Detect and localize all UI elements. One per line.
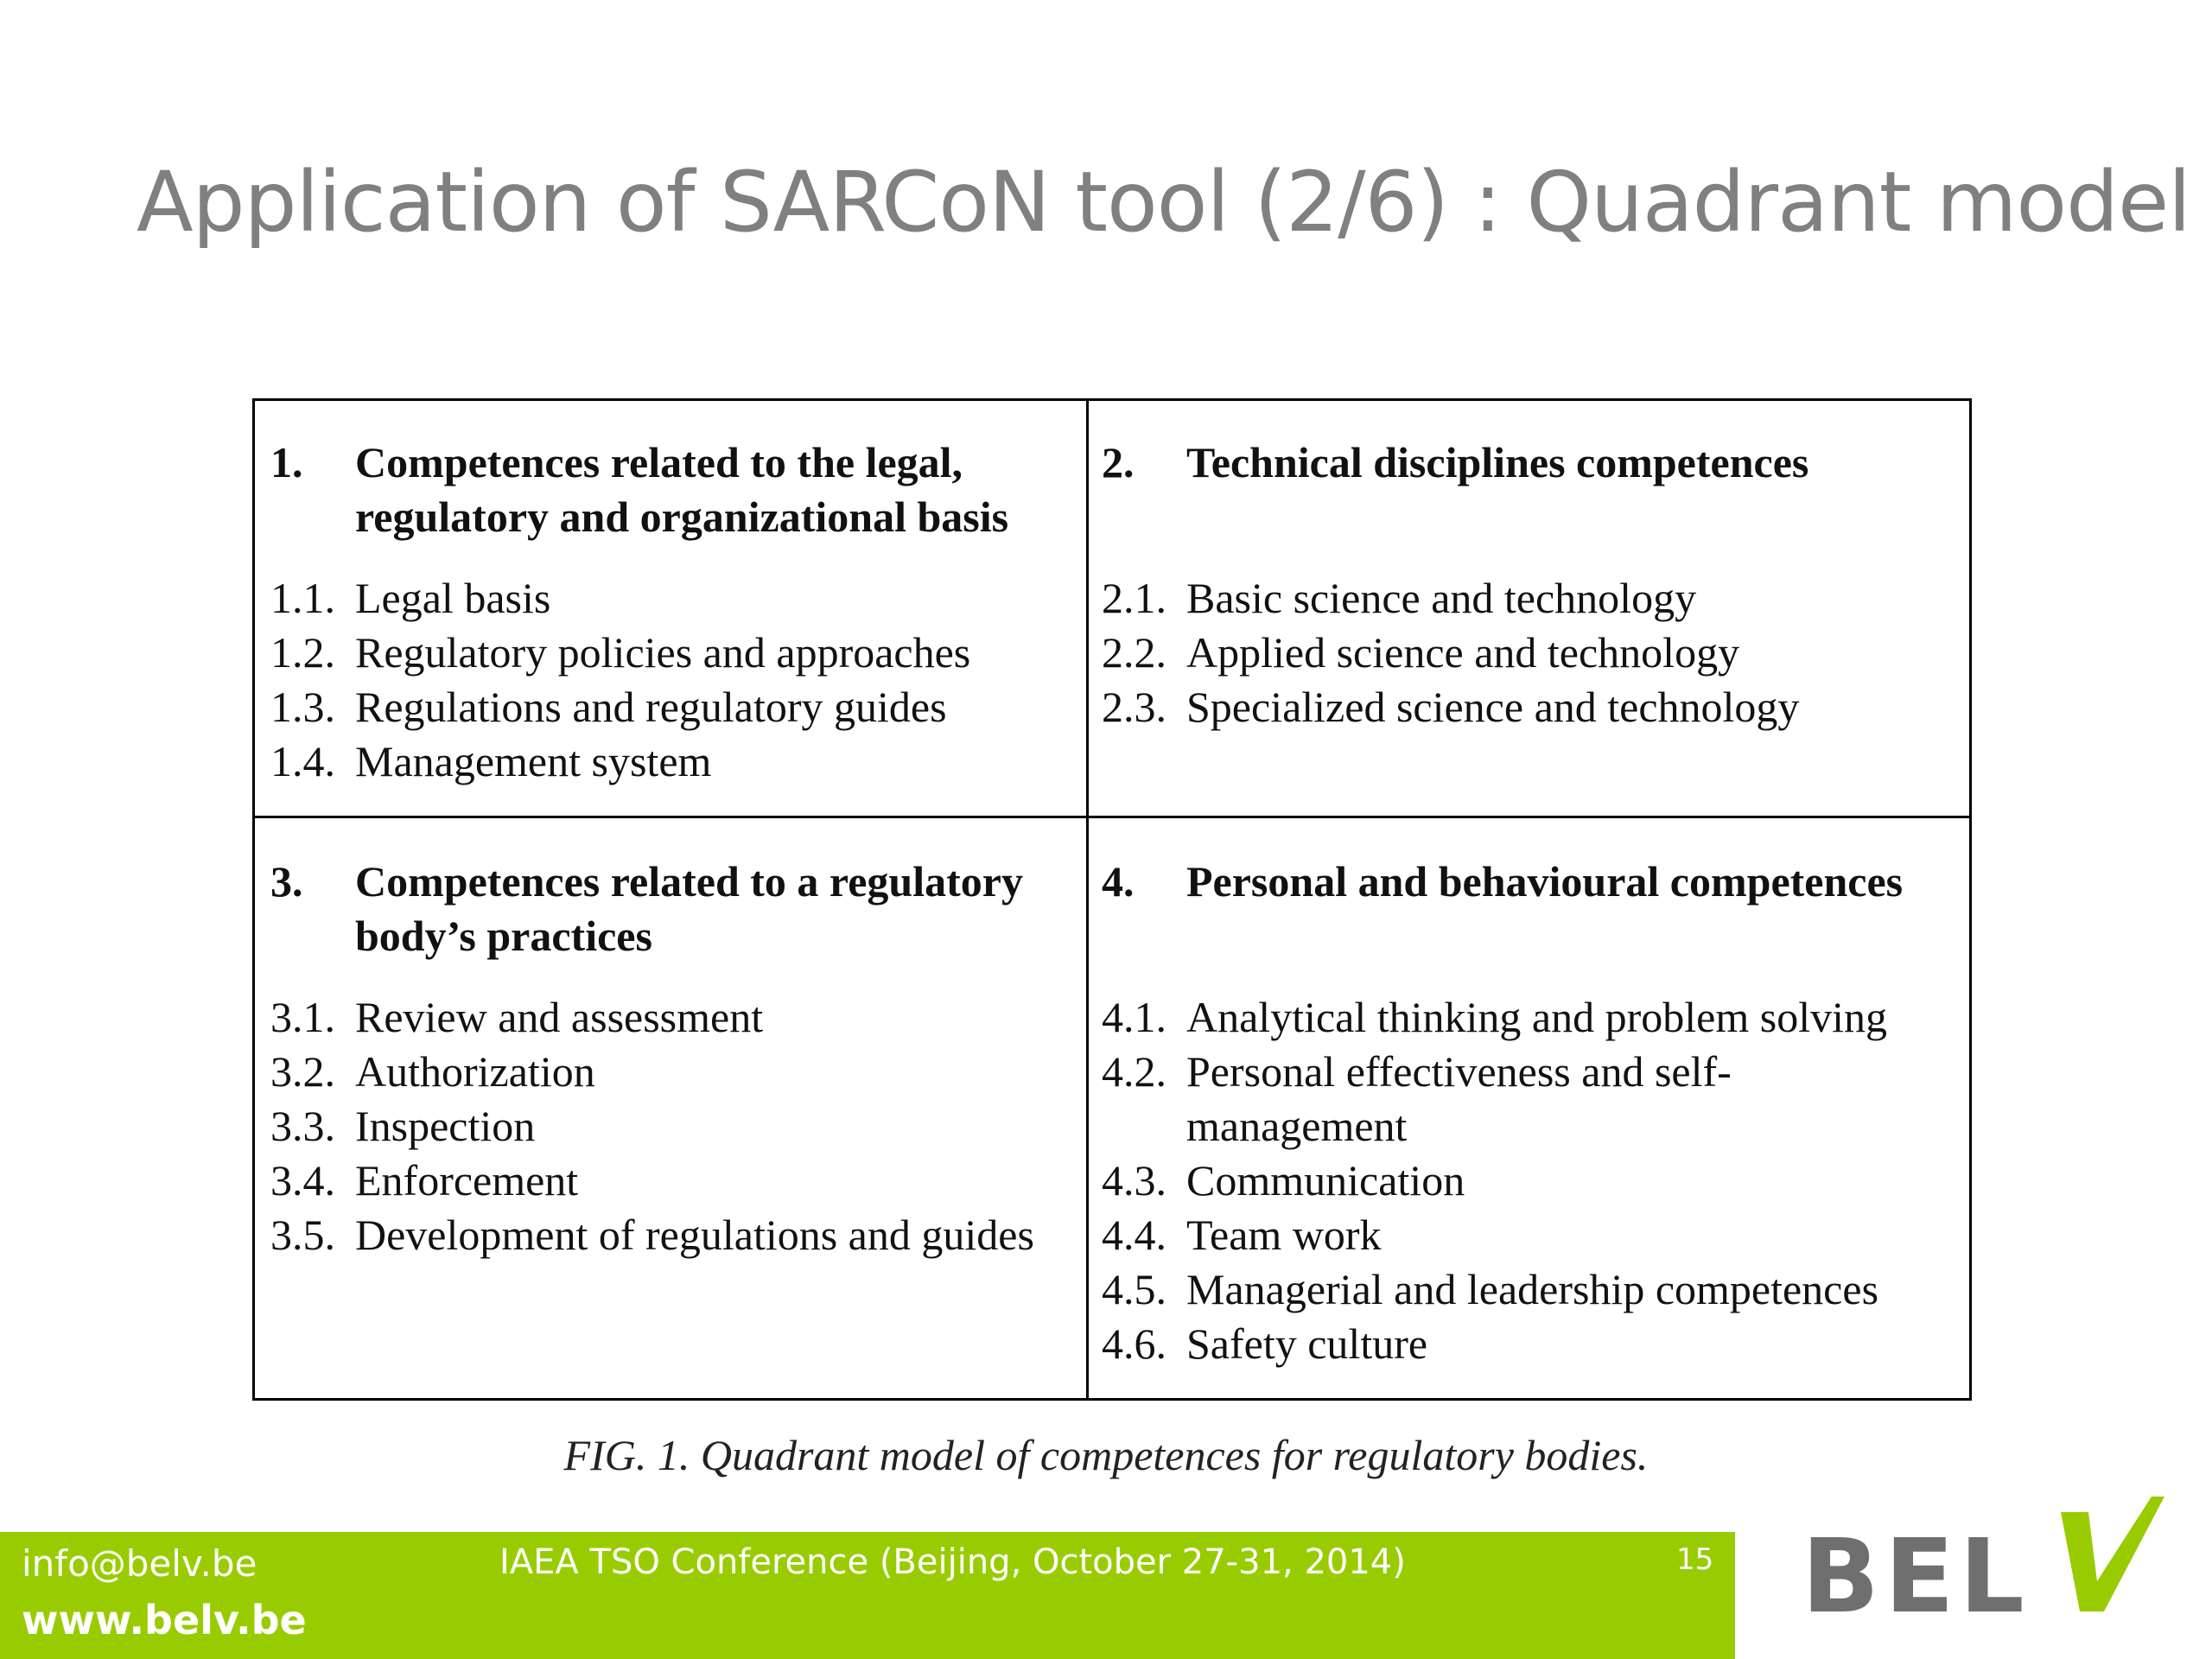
list-item bbox=[270, 990, 1078, 1045]
item-number: 1.3. bbox=[270, 683, 335, 731]
quadrant-number: 4. bbox=[1102, 857, 1135, 906]
quadrant-3 bbox=[270, 855, 1078, 1262]
item-label: Personal effectiveness and self-management bbox=[1186, 1047, 1732, 1150]
item-label: Analytical thinking and problem solving bbox=[1186, 993, 1887, 1041]
footer-conference: IAEA TSO Conference (Beijing, October 27-31, 2014) bbox=[499, 1542, 1406, 1582]
item-number: 3.1. bbox=[270, 993, 335, 1041]
quadrant-heading bbox=[1102, 435, 1957, 490]
list-item bbox=[1102, 680, 1957, 734]
logo-v-mark bbox=[2061, 1497, 2164, 1611]
item-label: Review and assessment bbox=[355, 993, 764, 1041]
item-label: Legal basis bbox=[355, 574, 551, 622]
footer-email[interactable]: info@belv.be bbox=[22, 1542, 257, 1585]
quadrant-heading bbox=[270, 855, 1078, 963]
list-item bbox=[1102, 990, 1957, 1045]
item-label: Safety culture bbox=[1186, 1319, 1428, 1368]
footer-bar bbox=[0, 1532, 1735, 1659]
list-item bbox=[1102, 1154, 1957, 1208]
logo-text: BEL bbox=[1802, 1516, 2030, 1616]
item-label: Regulations and regulatory guides bbox=[355, 683, 947, 731]
item-number: 4.4. bbox=[1102, 1211, 1166, 1259]
quadrant-model-table bbox=[252, 398, 1972, 1401]
item-number: 3.4. bbox=[270, 1156, 335, 1205]
item-number: 1.1. bbox=[270, 574, 335, 622]
item-label: Communication bbox=[1186, 1156, 1465, 1205]
list-item bbox=[1102, 626, 1957, 680]
item-number: 4.1. bbox=[1102, 993, 1166, 1041]
competence-list bbox=[1102, 990, 1957, 1371]
item-number: 2.3. bbox=[1102, 683, 1166, 731]
list-item bbox=[270, 1154, 1078, 1208]
list-item bbox=[1102, 1262, 1957, 1317]
list-item bbox=[1102, 1208, 1957, 1262]
quadrant-title: Competences related to a regulatory body’s practices bbox=[355, 857, 1023, 960]
vertical-divider bbox=[1086, 401, 1089, 1398]
item-number: 3.3. bbox=[270, 1102, 335, 1150]
quadrant-number: 2. bbox=[1102, 438, 1135, 486]
item-number: 2.2. bbox=[1102, 628, 1166, 677]
footer-website[interactable]: www.belv.be bbox=[22, 1597, 307, 1643]
item-label: Specialized science and technology bbox=[1186, 683, 1800, 731]
item-number: 4.3. bbox=[1102, 1156, 1166, 1205]
item-number: 2.1. bbox=[1102, 574, 1166, 622]
competence-list bbox=[270, 571, 1078, 789]
quadrant-1 bbox=[270, 435, 1078, 789]
item-label: Inspection bbox=[355, 1102, 536, 1150]
list-item bbox=[1102, 571, 1957, 626]
item-number: 3.5. bbox=[270, 1211, 335, 1259]
list-item bbox=[270, 571, 1078, 626]
quadrant-number: 3. bbox=[270, 857, 303, 906]
belv-logo-icon bbox=[1802, 1486, 2164, 1616]
quadrant-heading bbox=[270, 435, 1078, 544]
list-item bbox=[270, 734, 1078, 789]
item-label: Management system bbox=[355, 737, 712, 785]
list-item bbox=[270, 1099, 1078, 1154]
quadrant-heading bbox=[1102, 855, 1957, 909]
item-number: 1.2. bbox=[270, 628, 335, 677]
item-label: Managerial and leadership competences bbox=[1186, 1265, 1879, 1313]
list-item bbox=[270, 1208, 1078, 1262]
horizontal-divider bbox=[255, 816, 1969, 818]
item-number: 3.2. bbox=[270, 1047, 335, 1096]
item-number: 4.5. bbox=[1102, 1265, 1166, 1313]
belv-logo bbox=[1802, 1486, 2164, 1616]
item-label: Authorization bbox=[355, 1047, 595, 1096]
quadrant-title: Technical disciplines competences bbox=[1186, 438, 1809, 486]
list-item bbox=[270, 680, 1078, 734]
figure-caption: FIG. 1. Quadrant model of competences for regulatory bodies. bbox=[563, 1431, 1649, 1479]
quadrant-title: Personal and behavioural competences bbox=[1186, 857, 1904, 906]
item-label: Applied science and technology bbox=[1186, 628, 1740, 677]
item-label: Basic science and technology bbox=[1186, 574, 1697, 622]
item-number: 4.2. bbox=[1102, 1047, 1166, 1096]
competence-list bbox=[1102, 571, 1957, 734]
competence-list bbox=[270, 990, 1078, 1262]
item-label: Development of regulations and guides bbox=[355, 1211, 1034, 1259]
quadrant-number: 1. bbox=[270, 438, 303, 486]
list-item bbox=[1102, 1317, 1957, 1371]
slide-title: Application of SARCoN tool (2/6) : Quadrant model bbox=[137, 154, 2190, 251]
list-item bbox=[270, 1045, 1078, 1099]
page-number: 15 bbox=[1676, 1542, 1714, 1577]
quadrant-4 bbox=[1102, 855, 1957, 1371]
item-label: Team work bbox=[1186, 1211, 1382, 1259]
quadrant-title: Competences related to the legal, regulatory and organizational basis bbox=[355, 438, 1009, 541]
item-number: 4.6. bbox=[1102, 1319, 1166, 1368]
item-label: Regulatory policies and approaches bbox=[355, 628, 971, 677]
quadrant-2 bbox=[1102, 435, 1957, 734]
list-item bbox=[270, 626, 1078, 680]
item-label: Enforcement bbox=[355, 1156, 579, 1205]
list-item bbox=[1102, 1045, 1957, 1154]
item-number: 1.4. bbox=[270, 737, 335, 785]
